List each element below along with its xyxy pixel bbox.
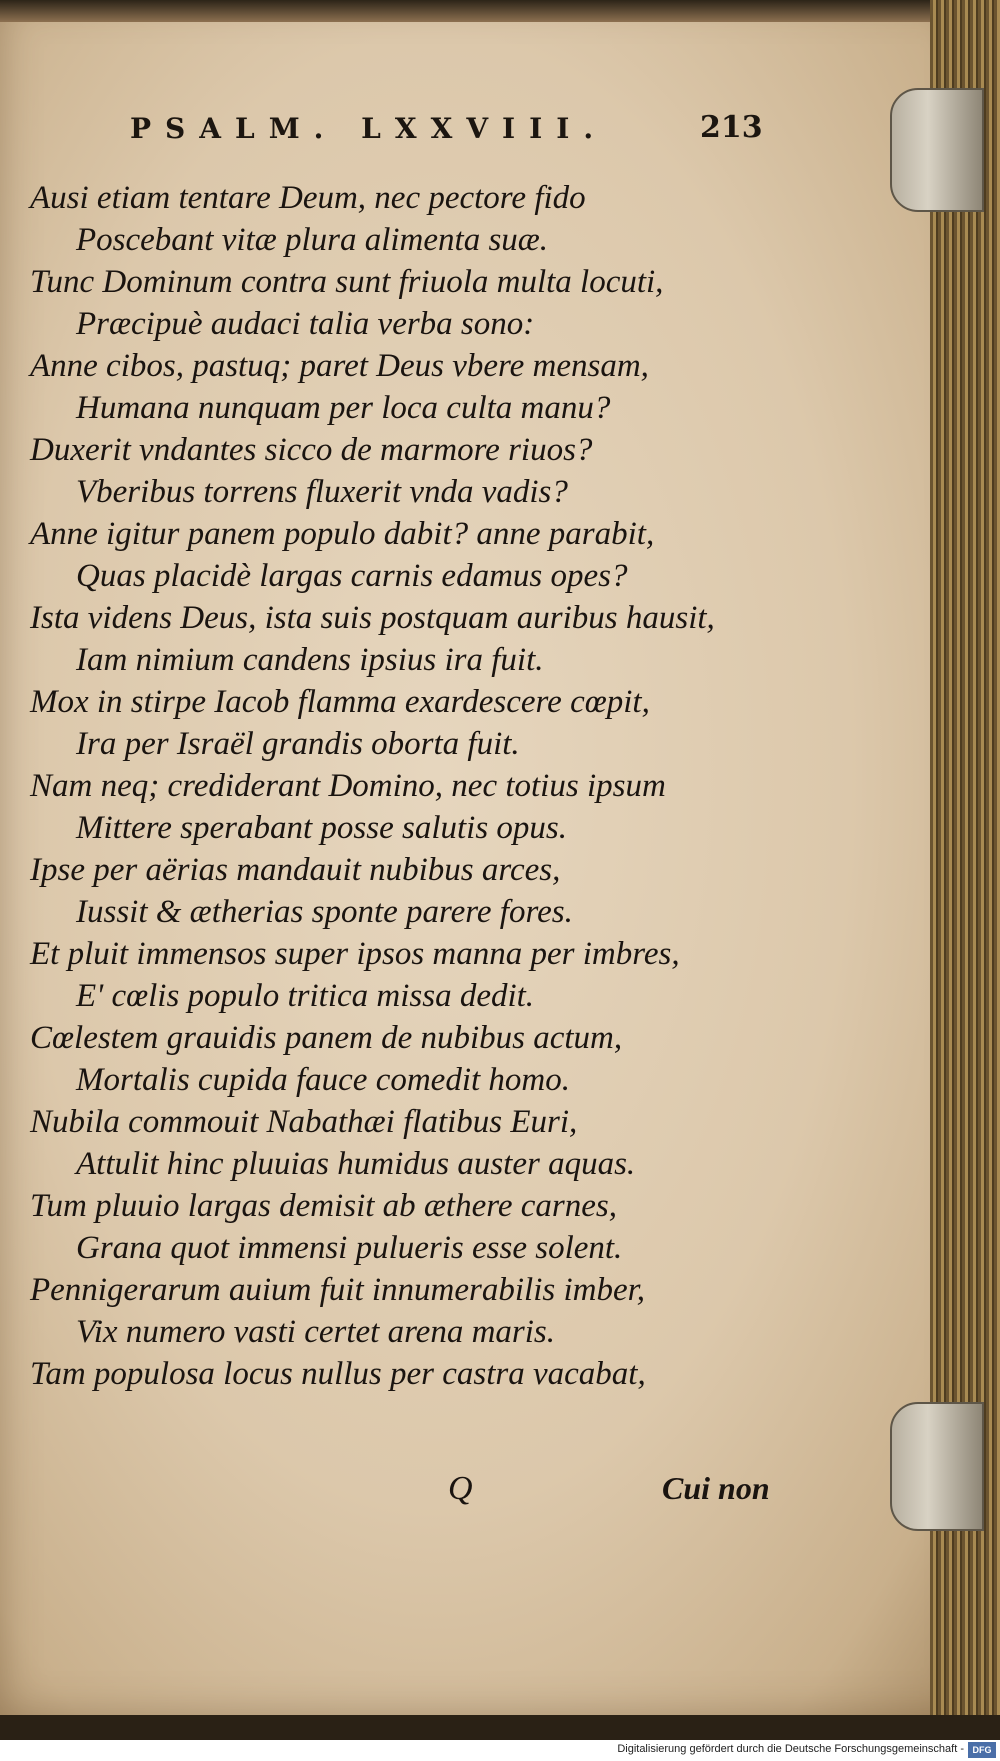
page-top-edge: [0, 0, 968, 22]
verse-line: Iussit & ætherias sponte parere fores.: [76, 894, 573, 930]
verse-line: Nam neq; crediderant Domino, nec totius ipsum: [30, 768, 666, 804]
catchword: Cui non: [662, 1470, 770, 1506]
verse-line: Mortalis cupida fauce comedit homo.: [76, 1062, 571, 1098]
verse-line: Ista videns Deus, ista suis postquam auribus hausit,: [30, 600, 715, 636]
verse-line: Poscebant vitæ plura alimenta suæ.: [76, 222, 549, 258]
verse-line: Vberibus torrens fluxerit vnda vadis?: [76, 474, 568, 510]
digitization-credit: Digitalisierung gefördert durch die Deutsche Forschungsgemeinschaft -: [617, 1743, 964, 1755]
verse-line: Anne igitur panem populo dabit? anne parabit,: [30, 516, 655, 552]
verse-line: Mittere sperabant posse salutis opus.: [76, 810, 568, 846]
verse-line: Attulit hinc pluuias humidus auster aquas.: [76, 1146, 636, 1182]
verse-line: Iam nimium candens ipsius ira fuit.: [76, 642, 544, 678]
page-clip-top: [890, 88, 984, 212]
verse-line: Duxerit vndantes sicco de marmore riuos?: [30, 432, 593, 468]
verse-line: Anne cibos, pastuq; paret Deus vbere mensam,: [30, 348, 649, 384]
verse-line: E' cœlis populo tritica missa dedit.: [76, 978, 535, 1014]
verse-line: Ausi etiam tentare Deum, nec pectore fido: [30, 180, 586, 216]
verse-line: Ipse per aërias mandauit nubibus arces,: [30, 852, 561, 888]
verse-line: Cœlestem grauidis panem de nubibus actum,: [30, 1020, 623, 1056]
page-clip-bottom: [890, 1402, 984, 1531]
verse-line: Præcipuè audaci talia verba sono:: [76, 306, 535, 342]
verse-line: Pennigerarum auium fuit innumerabilis imber,: [30, 1272, 646, 1308]
running-title: PSALM. LXXVIII.: [130, 112, 608, 145]
verse-line: Vix numero vasti certet arena maris.: [76, 1314, 556, 1350]
verse-line: Nubila commouit Nabathæi flatibus Euri,: [30, 1104, 578, 1140]
verse-line: Humana nunquam per loca culta manu?: [76, 390, 611, 426]
dfg-logo-icon: DFG: [968, 1742, 996, 1758]
verse-line: Grana quot immensi pulueris esse solent.: [76, 1230, 623, 1266]
verse-line: Tum pluuio largas demisit ab æthere carnes,: [30, 1188, 617, 1224]
verse-line: Tunc Dominum contra sunt friuola multa locuti,: [30, 264, 664, 300]
verse-line: Et pluit immensos super ipsos manna per imbres,: [30, 936, 680, 972]
verse-line: Ira per Israël grandis oborta fuit.: [76, 726, 520, 762]
page-number: 213: [700, 110, 763, 145]
signature-mark: Q: [448, 1470, 473, 1507]
verse-line: Tam populosa locus nullus per castra vacabat,: [30, 1356, 646, 1392]
verse-line: Quas placidè largas carnis edamus opes?: [76, 558, 628, 594]
verse-line: Mox in stirpe Iacob flamma exardescere cœpit,: [30, 684, 650, 720]
